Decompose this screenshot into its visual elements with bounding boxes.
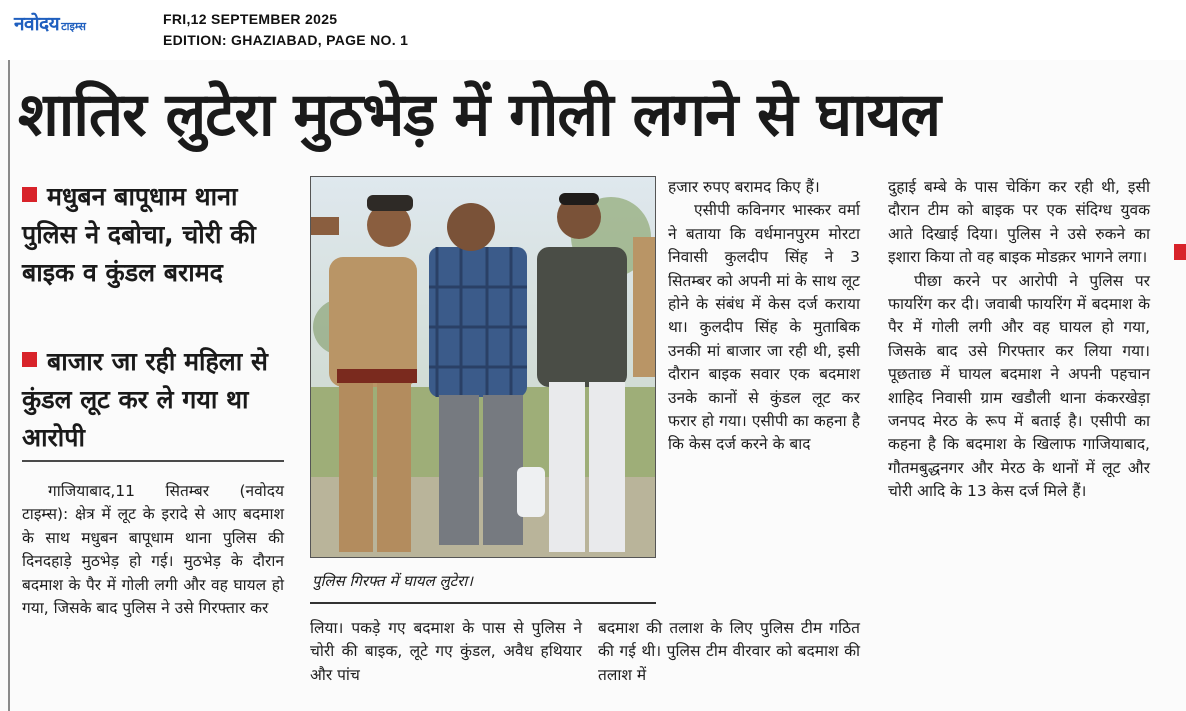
page-header	[0, 0, 1186, 56]
adjacent-story-bullet	[1174, 244, 1186, 260]
subhead-2-text: बाजार जा रही महिला से कुंडल लूट कर ले गया था आरोपी	[22, 347, 268, 452]
newspaper-logo[interactable]	[14, 10, 86, 36]
column-4-paragraph-2: पीछा करने पर आरोपी ने पुलिस पर फायरिंग कर दी। जवाबी फायरिंग में बदमाश के पैर में गोली लगी और वह घायल हो गया, जिसके बाद उसे गिरफ्तार कर लिया गया। पूछताछ में घायल बदमाश ने अपनी पहचान शाहिद निवासी ग्राम खडौली थाना कंकरखेड़ा जनपद मेरठ के रूप में बताई है। एसीपी का कहना है कि बदमाश के खिलाफ गाजियाबाद, गौतमबुद्धनगर और मेरठ के थानों में लूट और चोरी आदि के 13 केस दर्ज मिले हैं।	[888, 271, 1150, 501]
dateline	[163, 9, 408, 51]
article-column-4	[888, 176, 1150, 504]
newspaper-page	[0, 60, 1186, 711]
subhead-2	[22, 343, 292, 457]
article-column-2	[310, 617, 582, 687]
article-column-3	[598, 617, 860, 687]
subhead-divider	[22, 460, 284, 462]
caption-divider	[310, 602, 656, 604]
news-photo	[310, 176, 656, 558]
subhead-1-text: मधुबन बापूधाम थाना पुलिस ने दबोचा, चोरी की बाइक व कुंडल बरामद	[22, 182, 256, 287]
left-border	[8, 60, 10, 711]
column-3-paragraph: एसीपी कविनगर भास्कर वर्मा ने बताया कि वर्धमानपुरम मोरटा निवासी कुलदीप सिंह ने 3 सितम्बर को अपनी मां के साथ लूट होने के संबंध में केस दर्ज कराया था। कुलदीप सिंह के मुताबिक उनकी मां बाजार जा रही थी, इसी दौरान बाइक सवार एक बदमाश उनके कानों से कुंडल लूट कर फरार हो गया। एसीपी का कहना है कि केस दर्ज करने के बाद	[668, 201, 860, 454]
column-3-text: बदमाश की तलाश के लिए पुलिस टीम गठित की गई थी। पुलिस टीम वीरवार को बदमाश की तलाश में	[598, 619, 860, 684]
issue-date: FRI,12 SEPTEMBER 2025	[163, 11, 338, 27]
red-bullet-icon	[22, 352, 37, 367]
column-2-text: लिया। पकड़े गए बदमाश के पास से पुलिस ने चोरी की बाइक, लूटे गए कुंडल, अवैध हथियार और पांच	[310, 619, 582, 684]
article-column-3-top	[668, 176, 860, 457]
red-bullet-icon	[22, 187, 37, 202]
edition-info: EDITION: GHAZIABAD, PAGE NO. 1	[163, 32, 409, 48]
column-4-paragraph-1: दुहाई बम्बे के पास चेकिंग कर रही थी, इसी दौरान टीम को बाइक पर एक संदिग्ध युवक आते दिखाई दिया। पुलिस ने उसे रुकने का इशारा किया तो वह बाइक मोडक़र भागने लगा।	[888, 178, 1150, 267]
logo-main-text: नवोदय	[14, 13, 60, 35]
logo-sub-text: टाइम्स	[61, 20, 86, 33]
column-1-text: गाजियाबाद,11 सितम्बर (नवोदय टाइम्स): क्षेत्र में लूट के इरादे से आए बदमाश के साथ मधुबन बापूधाम थाना पुलिस की दिनदहाड़े मुठभेड़ हो गई। मुठभेड़ के दौरान बदमाश के पैर में गोली लगी और वह घायल हो गया, जिसके बाद पुलिस ने उसे गिरफ्तार कर	[22, 482, 284, 618]
article-column-1	[22, 480, 284, 620]
headline: शातिर लुटेरा मुठभेड़ में गोली लगने से घायल	[18, 80, 941, 150]
photo-illustration	[311, 177, 656, 558]
subhead-1	[22, 178, 292, 292]
column-3-lead-text: हजार रुपए बरामद किए हैं।	[668, 178, 820, 196]
photo-caption: पुलिस गिरफ्त में घायल लुटेरा।	[312, 572, 473, 590]
